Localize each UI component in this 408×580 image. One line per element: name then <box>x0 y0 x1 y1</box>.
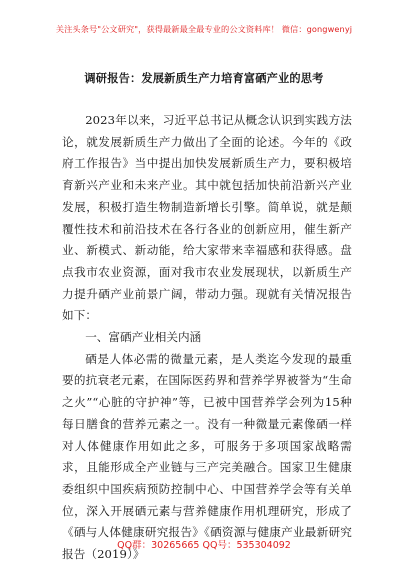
body-paragraph: 硒是人体必需的微量元素，是人类迄今发现的最重要的抗衰老元素，在国际医药界和营养学界被誉为“生命之火”“心脏的守护神”等，已被中国营养学会列为15种每日膳食的营养元素之一。没有一种微量元素像硒一样对人体健康作用如此之多，可服务于多项国家战略需求，且能形成全产业链与三产完美融合。国家卫生健康委组织中国疾病预防控制中心、中国营养学会等有关单位，深入开展硒元素与营养健康作用机理研究，形成了《硒与人体健康研究报告》《硒资源与健康产业最新研究报告（2019）》 <box>62 351 352 562</box>
intro-paragraph: 2023年以来，习近平总书记从概念认识到实践方法论，就发展新质生产力做出了全面的论述。今年的《政府工作报告》当中提出加快发展新质生产力，要积极培育新兴产业和未来产业。其中就包括加快前沿新兴产业发展，积极打造生物制造新增长引擎。简单说，就是颠覆性技术和前沿技术在各行各业的创新应用，催生新产业、新模式、新动能，给大家带来幸福感和获得感。盘点我市农业资源，面对我市农业发展现状，以新质生产力提升硒产业前景广阔，带动力强。现就有关情况报告如下： <box>62 113 352 323</box>
header-promo-text: 关注头条号"公文研究"，获得最新最全最专业的公文资料库！ 微信：gongwenyj <box>55 24 353 34</box>
footer-contact-text: QQ群：30265665 QQ号：535304092 <box>117 540 291 551</box>
document-body <box>62 110 352 566</box>
document-title: 调研报告：发展新质生产力培育富硒产业的思考 <box>84 71 324 85</box>
section-heading: 一、富硒产业相关内涵 <box>85 330 202 345</box>
